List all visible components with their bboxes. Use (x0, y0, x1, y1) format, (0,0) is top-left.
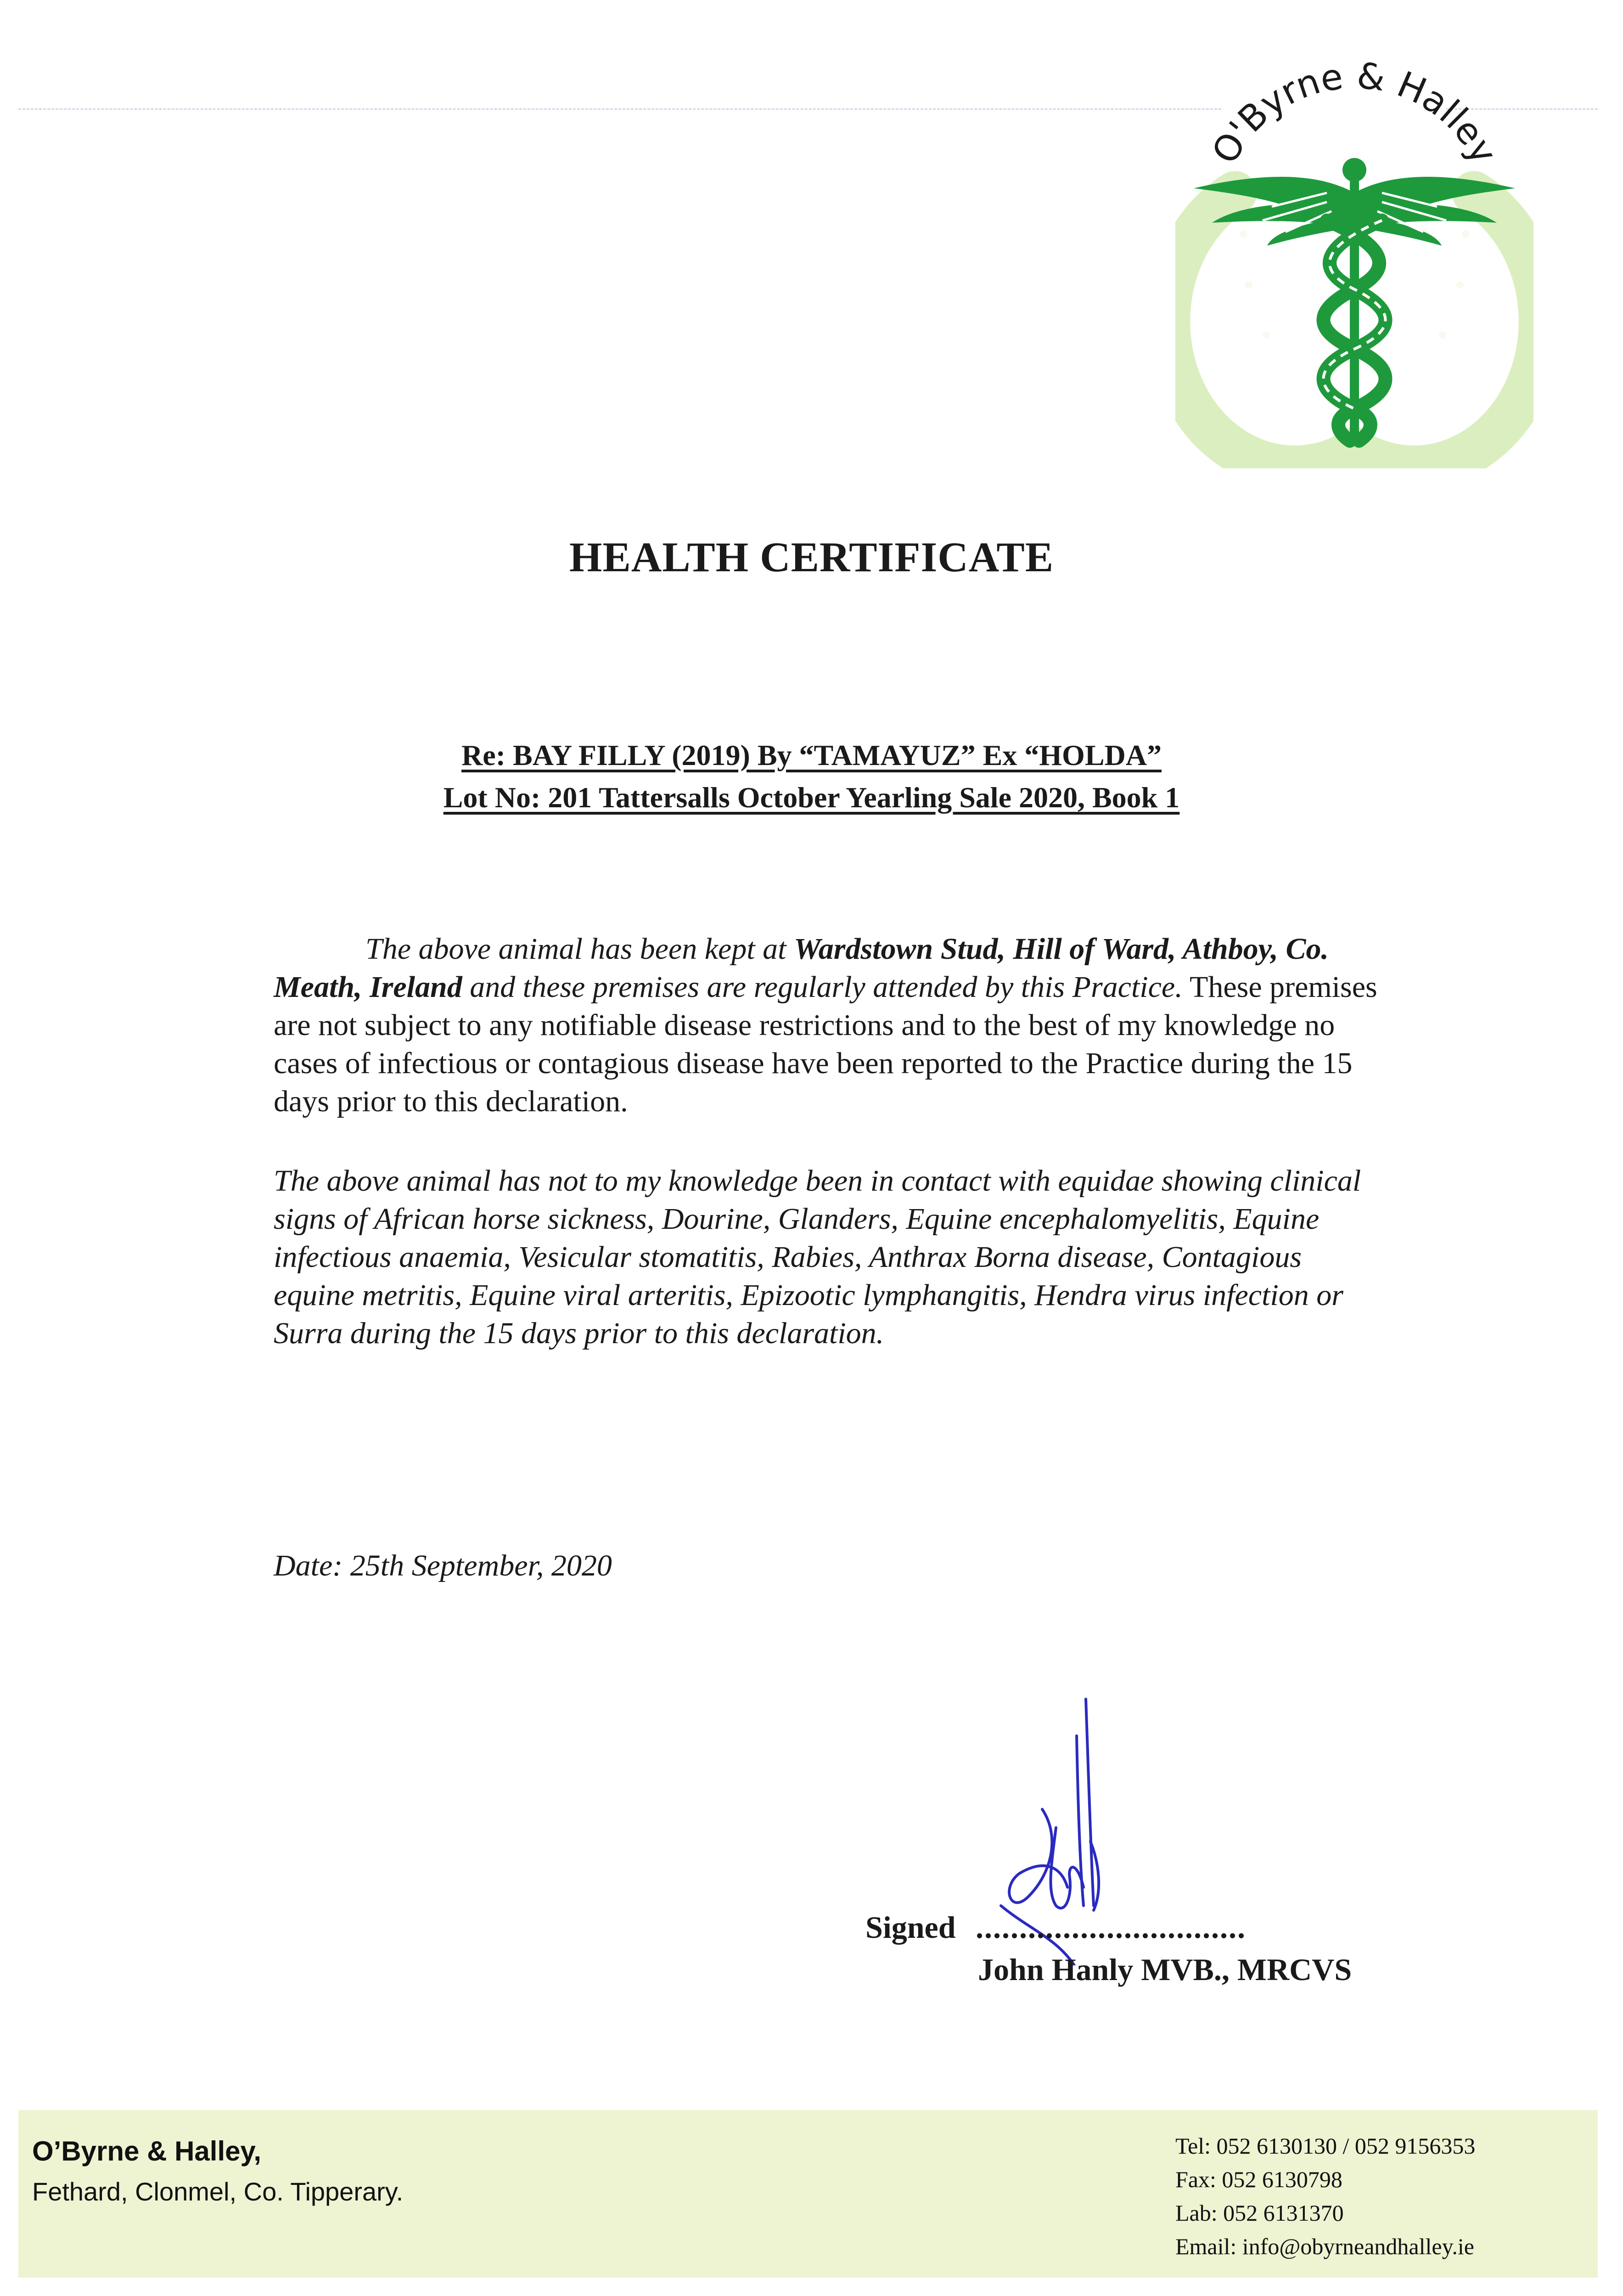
certificate-date: Date: 25th September, 2020 (274, 1549, 612, 1582)
paragraph-premises (274, 930, 1385, 1120)
re-line-lot: Lot No: 201 Tattersalls October Yearling Sale 2020, Book 1 (443, 781, 1180, 814)
certificate-title: HEALTH CERTIFICATE (569, 534, 1054, 580)
para1-rest: These premises are not subject to any notifiable disease restrictions and to the best of my knowledge no cases of infectious or contagious disease have been reported to the Practice during the 15 days prior to this declaration. (274, 970, 1377, 1118)
footer-lab: Lab: 052 6131370 (1175, 2200, 1344, 2226)
footer-address: Fethard, Clonmel, Co. Tipperary. (32, 2177, 404, 2206)
paragraph-contact: The above animal has not to my knowledge been in contact with equidae showing clinical signs of African horse sickness, Dourine, Glanders, Equine encephalomyelitis, Equine infectious anaemia, Vesicular stomatitis, Rabies, Anthrax Borna disease, Contagious equine metritis, Equine viral arteritis, Epizootic lymphangitis, Hendra virus infection or Surra during the 15 days prior to this declaration. (274, 1164, 1361, 1350)
footer-fax: Fax: 052 6130798 (1175, 2167, 1342, 2192)
signed-label: Signed (865, 1910, 956, 1945)
footer-email: Email: info@obyrneandhalley.ie (1175, 2234, 1474, 2259)
para1-intro: The above animal has been kept at (365, 932, 794, 966)
svg-text:O'Byrne & Halley: O'Byrne & Halley (1204, 55, 1505, 171)
re-line-animal: Re: BAY FILLY (2019) By “TAMAYUZ” Ex “HOLDA” (461, 739, 1162, 771)
footer-contact (1175, 2129, 1475, 2263)
signatory-name: John Hanly MVB., MRCVS (978, 1952, 1352, 1987)
para1-attended: and these premises are regularly attended by this Practice. (462, 970, 1183, 1004)
para1-location: Wardstown Stud, Hill of Ward, Athboy, Co. Meath, Ireland (274, 932, 1329, 1004)
signature-dots: ............................... (976, 1910, 1246, 1945)
header-rule (18, 108, 1221, 110)
footer-band (18, 2110, 1598, 2278)
footer-company-name: O’Byrne & Halley, (32, 2136, 262, 2167)
footer-tel: Tel: 052 6130130 / 052 9156353 (1175, 2133, 1476, 2159)
caduceus-horseshoe-logo (1175, 55, 1533, 468)
